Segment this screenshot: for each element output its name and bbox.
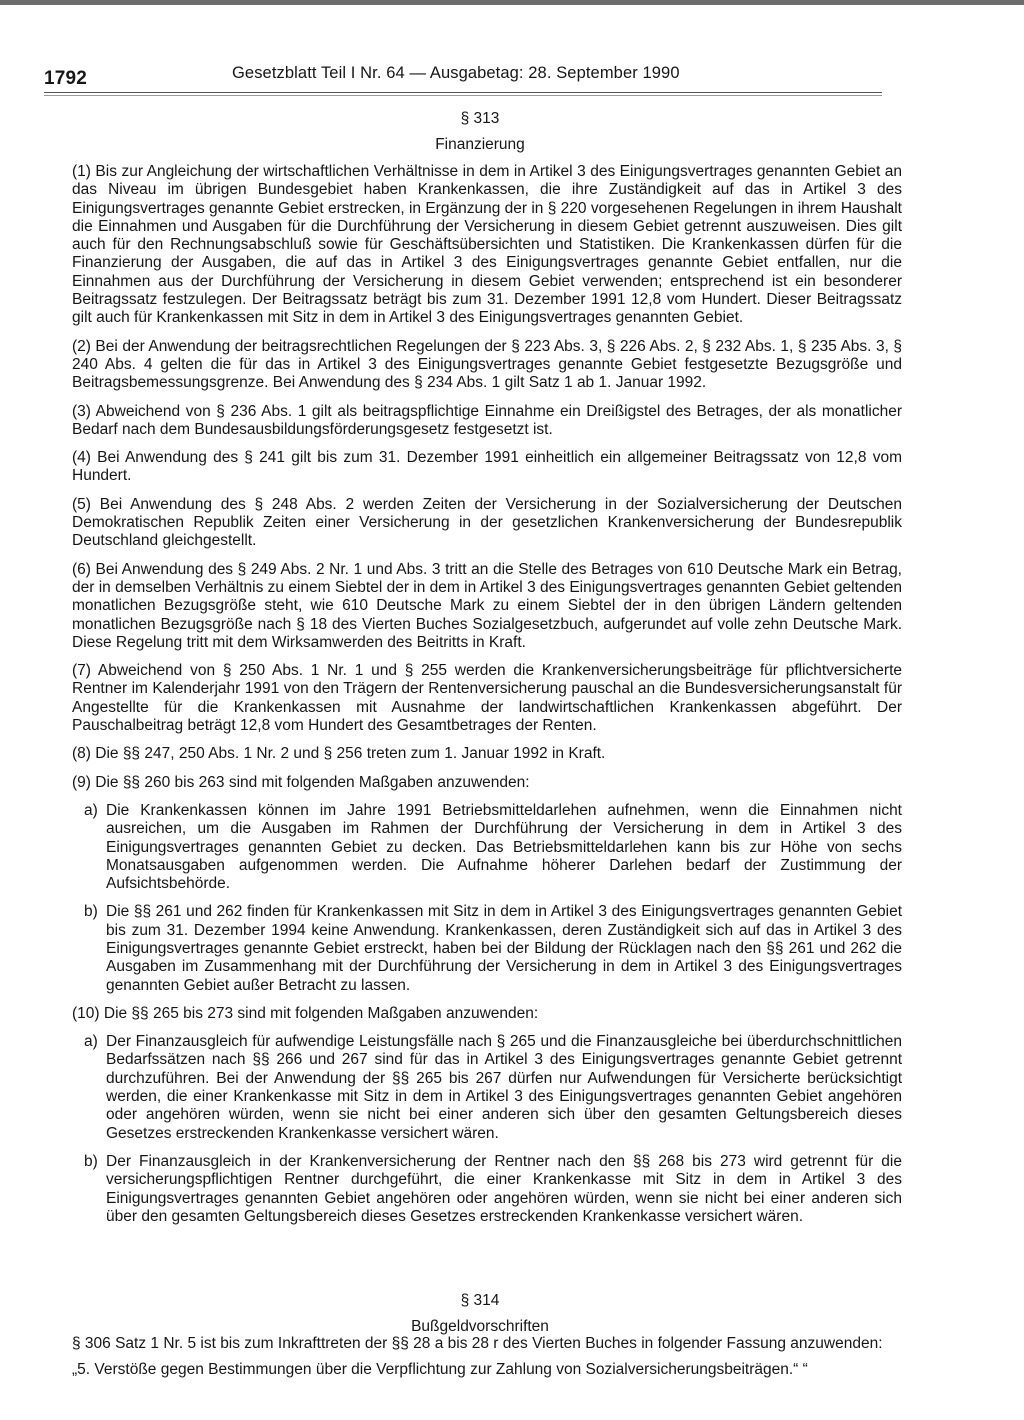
list-marker: b) [84, 903, 98, 921]
list-item-10b [72, 1153, 902, 1226]
section-314-body [72, 1335, 902, 1387]
section-314-intro: § 306 Satz 1 Nr. 5 ist bis zum Inkrafttreten der §§ 28 a bis 28 r des Vierten Buches in folgender Fassung anzuwenden: [72, 1335, 883, 1352]
page-top-edge [0, 0, 1024, 5]
section-313-body [72, 163, 902, 1236]
list-item-9a [72, 802, 902, 893]
list-marker: a) [84, 1033, 98, 1051]
paragraph-3: (3) Abweichend von § 236 Abs. 1 gilt als beitragspflichtige Einnahme ein Dreißigstel des Betrages, der als monatlicher Bedarf nach dem Bundesausbildungsförderungsgesetz festgesetzt ist. [72, 402, 902, 438]
paragraph-8: (8) Die §§ 247, 250 Abs. 1 Nr. 2 und § 256 treten zum 1. Januar 1992 in Kraft. [72, 745, 606, 763]
section-314-quote: „5. Verstöße gegen Bestimmungen über die Verpflichtung zur Zahlung von Sozialversicherungsbeiträgen.“ “ [72, 1361, 808, 1378]
paragraph-5: (5) Bei Anwendung des § 248 Abs. 2 werden Zeiten der Versicherung in der Sozialversicherung der Deutschen Demokratischen Republik Zeiten einer Versicherung in der gesetzlichen Krankenversicherung der Bundesrepublik Deutschland gleichgestellt. [72, 495, 902, 550]
paragraph-2: (2) Bei der Anwendung der beitragsrechtlichen Regelungen der § 223 Abs. 3, § 226 Abs. 2, § 232 Abs. 1, § 235 Abs. 3, § 240 Abs. 4 gelten die für das in Artikel 3 des Einigungsvertrages genannte Gebiet festgesetzte Bezugsgröße und Beitragsbemessungsgrenze. Bei Anwendung des § 234 Abs. 1 gilt Satz 1 ab 1. Januar 1992. [72, 337, 902, 392]
section-314-number: § 314 [460, 1292, 500, 1309]
section-313-title: Finanzierung [435, 136, 525, 153]
paragraph-10: (10) Die §§ 265 bis 273 sind mit folgenden Maßgaben anzuwenden: [72, 1004, 539, 1022]
paragraph-1: (1) Bis zur Angleichung der wirtschaftlichen Verhältnisse in dem in Artikel 3 des Einigungsvertrages genannten Gebiet an das Niveau im übrigen Bundesgebiet haben Krankenkassen, die ihre Zuständigkeit auf das in Artikel 3 des Einigungsvertrages genannte Gebiet erstrecken, in Ergänzung der in § 220 vorgesehenen Regelungen in ihrem Haushalt die Einnahmen und Ausgaben für die Durchführung der Versicherung in diesem Gebiet getrennt auszuweisen. Dies gilt auch für den Rechnungsabschluß sowie für Geschäftsübersichten und Statistiken. Die Krankenkassen dürfen für die Finanzierung der Ausgaben, die auf das in Artikel 3 des Einigungsvertrages genannte Gebiet entfallen, nur die Einnahmen aus der Durchführung der Versicherung in diesem Gebiet verwenden; entsprechend ist ein besonderer Beitragssatz festzulegen. Der Beitragssatz beträgt bis zum 31. Dezember 1991 12,8 vom Hundert. Dieser Beitragssatz gilt auch für Krankenkassen mit Sitz in dem in Artikel 3 des Einigungsvertrages genannten Gebiet. [72, 163, 902, 327]
page-number: 1792 [44, 68, 88, 89]
list-text: Die §§ 261 und 262 finden für Krankenkassen mit Sitz in dem in Artikel 3 des Einigungsvertrages genannten Gebiet bis zum 31. Dezember 1994 keine Anwendung. Krankenkassen, deren Zuständigkeit sich auf das in Artikel 3 des Einigungsvertrages genannte Gebiet erstreckt, haben bei der Bildung der Rücklagen nach den §§ 261 und 262 die Ausgaben im Zusammenhang mit der Durchführung der Versicherung in dem in Artikel 3 des Einigungsvertrages genannten Gebiet außer Betracht zu lassen. [106, 903, 902, 994]
section-314-title: Bußgeldvorschriften [411, 1318, 549, 1335]
list-item-9b [72, 903, 902, 994]
section-313-number: § 313 [460, 110, 500, 127]
paragraph-7: (7) Abweichend von § 250 Abs. 1 Nr. 1 und § 255 werden die Krankenversicherungsbeiträge für pflichtversicherte Rentner im Kalenderjahr 1991 von den Trägern der Rentenversicherung pauschal an die Bundesversicherungsanstalt für Angestellte für die Krankenkassen mit Ausnahme der landwirtschaftlichen Krankenkassen abgeführt. Der Pauschalbeitrag beträgt 12,8 vom Hundert des Gesamtbetrages der Renten. [72, 662, 902, 735]
list-text: Der Finanzausgleich in der Krankenversicherung der Rentner nach den §§ 268 bis 273 wird getrennt für die versicherungspflichtigen Rentner durchgeführt, die einer Krankenkasse mit Sitz in dem in Artikel 3 des Einigungsvertrages genannten Gebiet angehören oder angehören würden, wenn sie nicht bei einer anderen sich über den gesamten Geltungsbereich dieses Gesetzes erstreckenden Krankenkasse versichert wären. [106, 1152, 902, 1225]
header-rule [44, 92, 882, 93]
paragraph-6: (6) Bei Anwendung des § 249 Abs. 2 Nr. 1 und Abs. 3 tritt an die Stelle des Betrages von 610 Deutsche Mark ein Betrag, der in demselben Verhältnis zu einem Siebtel der in dem in Artikel 3 des Einigungsvertrages genannten Gebiet geltenden monatlichen Bezugsgröße steht, wie 610 Deutsche Mark zu einem Siebtel der in den übrigen Ländern geltenden monatlichen Bezugsgröße nach § 18 des Vierten Buches Sozialgesetzbuch, aufgerundet auf volle zehn Deutsche Mark. Diese Regelung tritt mit dem Wirksamwerden des Beitritts in Kraft. [72, 560, 902, 651]
list-item-10a [72, 1033, 902, 1143]
list-marker: b) [84, 1152, 98, 1170]
list-text: Die Krankenkassen können im Jahre 1991 Betriebsmitteldarlehen aufnehmen, wenn die Einnahmen nicht ausreichen, um die Ausgaben im Rahmen der Durchführung der Versicherung in dem in Artikel 3 des Einigungsvertrages genannten Gebiet zu decken. Das Betriebsmitteldarlehen kann bis zur Höhe von sechs Monatsausgaben aufgenommen werden. Die Aufnahme höherer Darlehen bedarf der Zustimmung der Aufsichtsbehörde. [106, 801, 902, 893]
paragraph-9: (9) Die §§ 260 bis 263 sind mit folgenden Maßgaben anzuwenden: [72, 773, 530, 791]
list-marker: a) [84, 801, 98, 819]
paragraph-4: (4) Bei Anwendung des § 241 gilt bis zum 31. Dezember 1991 einheitlich ein allgemeiner Beitragssatz von 12,8 vom Hundert. [72, 449, 902, 485]
header-rule-secondary [44, 95, 882, 96]
running-header: Gesetzblatt Teil I Nr. 64 — Ausgabetag: 28. September 1990 [232, 64, 680, 82]
list-text: Der Finanzausgleich für aufwendige Leistungsfälle nach § 265 und die Finanzausgleiche bei überdurchschnittlichen Bedarfssätzen nach §§ 266 und 267 sind für das in Artikel 3 des Einigungsvertrages genannte Gebiet getrennt durchzuführen. Bei der Anwendung der §§ 265 bis 267 dürfen nur Aufwendungen für Versicherte berücksichtigt werden, die einer Krankenkasse mit Sitz in dem in Artikel 3 des Einigungsvertrages genannten Gebiet angehören oder angehören würden, wenn sie nicht bei einer anderen sich über den gesamten Geltungsbereich dieses Gesetzes erstreckenden Krankenkasse versichert wären. [106, 1033, 902, 1142]
